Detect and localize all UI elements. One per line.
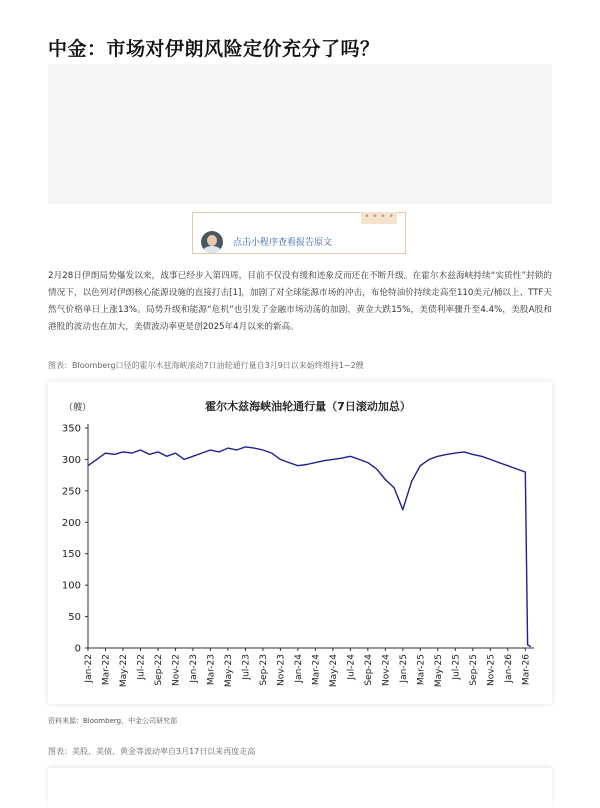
x-tick-label: Jan-22 bbox=[84, 654, 94, 683]
x-tick-label: Sep-22 bbox=[153, 654, 164, 686]
x-tick-label: Sep-24 bbox=[363, 654, 374, 686]
chart-x-ticks bbox=[84, 648, 531, 687]
y-tick-label: 50 bbox=[68, 612, 81, 624]
banner-placeholder bbox=[48, 64, 552, 204]
figure-caption-1: 图表：Bloomberg口径的霍尔木兹海峡滚动7日油轮通行量自3月9日以来始终维持1~2艘 bbox=[48, 361, 364, 370]
x-tick-label: May-25 bbox=[433, 654, 444, 688]
article-paragraph: 2月28日伊朗局势爆发以来，战事已经步入第四周，目前不仅没有缓和迹象反而还在不断升级。在霍尔木兹海峡持续“实质性”封锁的情况下，以色列对伊朗核心能源设施的直接打击[1]，加剧了对全球能源市场的冲击，布伦特油价持续走高至110美元/桶以上、TTF天然气价格单日上涨13%。局势升级和能源“危机”也引发了金融市场动荡的加剧，黄金大跌15%，美债利率骤升至4.4%，美股A股和港股的波动也在加大，美债波动率更是创2025年4月以来的新高。 bbox=[48, 271, 552, 332]
y-tick-label: 300 bbox=[61, 454, 81, 466]
mini-program-card[interactable] bbox=[192, 212, 406, 254]
series-line bbox=[88, 447, 531, 647]
avatar bbox=[201, 231, 223, 253]
y-tick-label: 100 bbox=[61, 580, 81, 592]
next-chart-preview bbox=[48, 768, 552, 808]
chart-lines bbox=[88, 447, 531, 647]
x-tick-label: Nov-23 bbox=[276, 654, 287, 687]
x-tick-label: Mar-25 bbox=[416, 654, 427, 686]
chart-title: 霍尔木兹海峡油轮通行量（7日滚动加总） bbox=[205, 400, 411, 413]
x-tick-label: Mar-26 bbox=[521, 654, 532, 686]
y-tick-label: 200 bbox=[61, 517, 81, 529]
x-tick-label: Mar-23 bbox=[206, 654, 217, 686]
y-tick-label: 0 bbox=[74, 643, 81, 655]
x-tick-label: Sep-25 bbox=[468, 654, 479, 686]
chart-figure bbox=[48, 382, 552, 704]
y-tick-label: 350 bbox=[61, 423, 81, 435]
x-tick-label: Mar-24 bbox=[311, 654, 322, 686]
chart-axes bbox=[88, 424, 534, 648]
x-tick-label: Jul-23 bbox=[241, 654, 252, 680]
chart-y-ticks bbox=[62, 424, 88, 655]
chart-svg bbox=[48, 382, 552, 704]
source-note: 资料来源：Bloomberg，中金公司研究部 bbox=[48, 717, 178, 725]
x-tick-label: Nov-22 bbox=[171, 654, 182, 687]
x-tick-label: May-24 bbox=[328, 654, 339, 688]
x-tick-label: Nov-24 bbox=[381, 654, 392, 687]
figure-caption-2: 图表：美股、美债、黄金等波动率自3月17日以来再度走高 bbox=[48, 747, 256, 756]
x-tick-label: Mar-22 bbox=[101, 654, 112, 686]
article-title: 中金：市场对伊朗风险定价充分了吗？ bbox=[48, 38, 380, 60]
chart-ylabel: （艘） bbox=[64, 403, 92, 413]
mini-program-link[interactable]: 点击小程序查看报告原文 bbox=[233, 238, 333, 248]
x-tick-label: Jan-24 bbox=[293, 654, 304, 683]
x-tick-label: May-22 bbox=[118, 654, 129, 688]
y-tick-label: 250 bbox=[61, 486, 81, 498]
mini-program-dots: • • • • bbox=[361, 212, 397, 224]
x-tick-label: May-23 bbox=[223, 654, 234, 688]
x-tick-label: Jul-24 bbox=[346, 654, 357, 680]
y-tick-label: 150 bbox=[61, 549, 81, 561]
x-tick-label: Jul-25 bbox=[451, 654, 462, 680]
x-tick-label: Jan-26 bbox=[503, 654, 514, 683]
x-tick-label: Jan-25 bbox=[398, 654, 409, 683]
x-tick-label: Nov-25 bbox=[486, 654, 497, 687]
x-tick-label: Jul-22 bbox=[136, 654, 147, 680]
x-tick-label: Jan-23 bbox=[188, 654, 199, 683]
x-tick-label: Sep-23 bbox=[258, 654, 269, 686]
